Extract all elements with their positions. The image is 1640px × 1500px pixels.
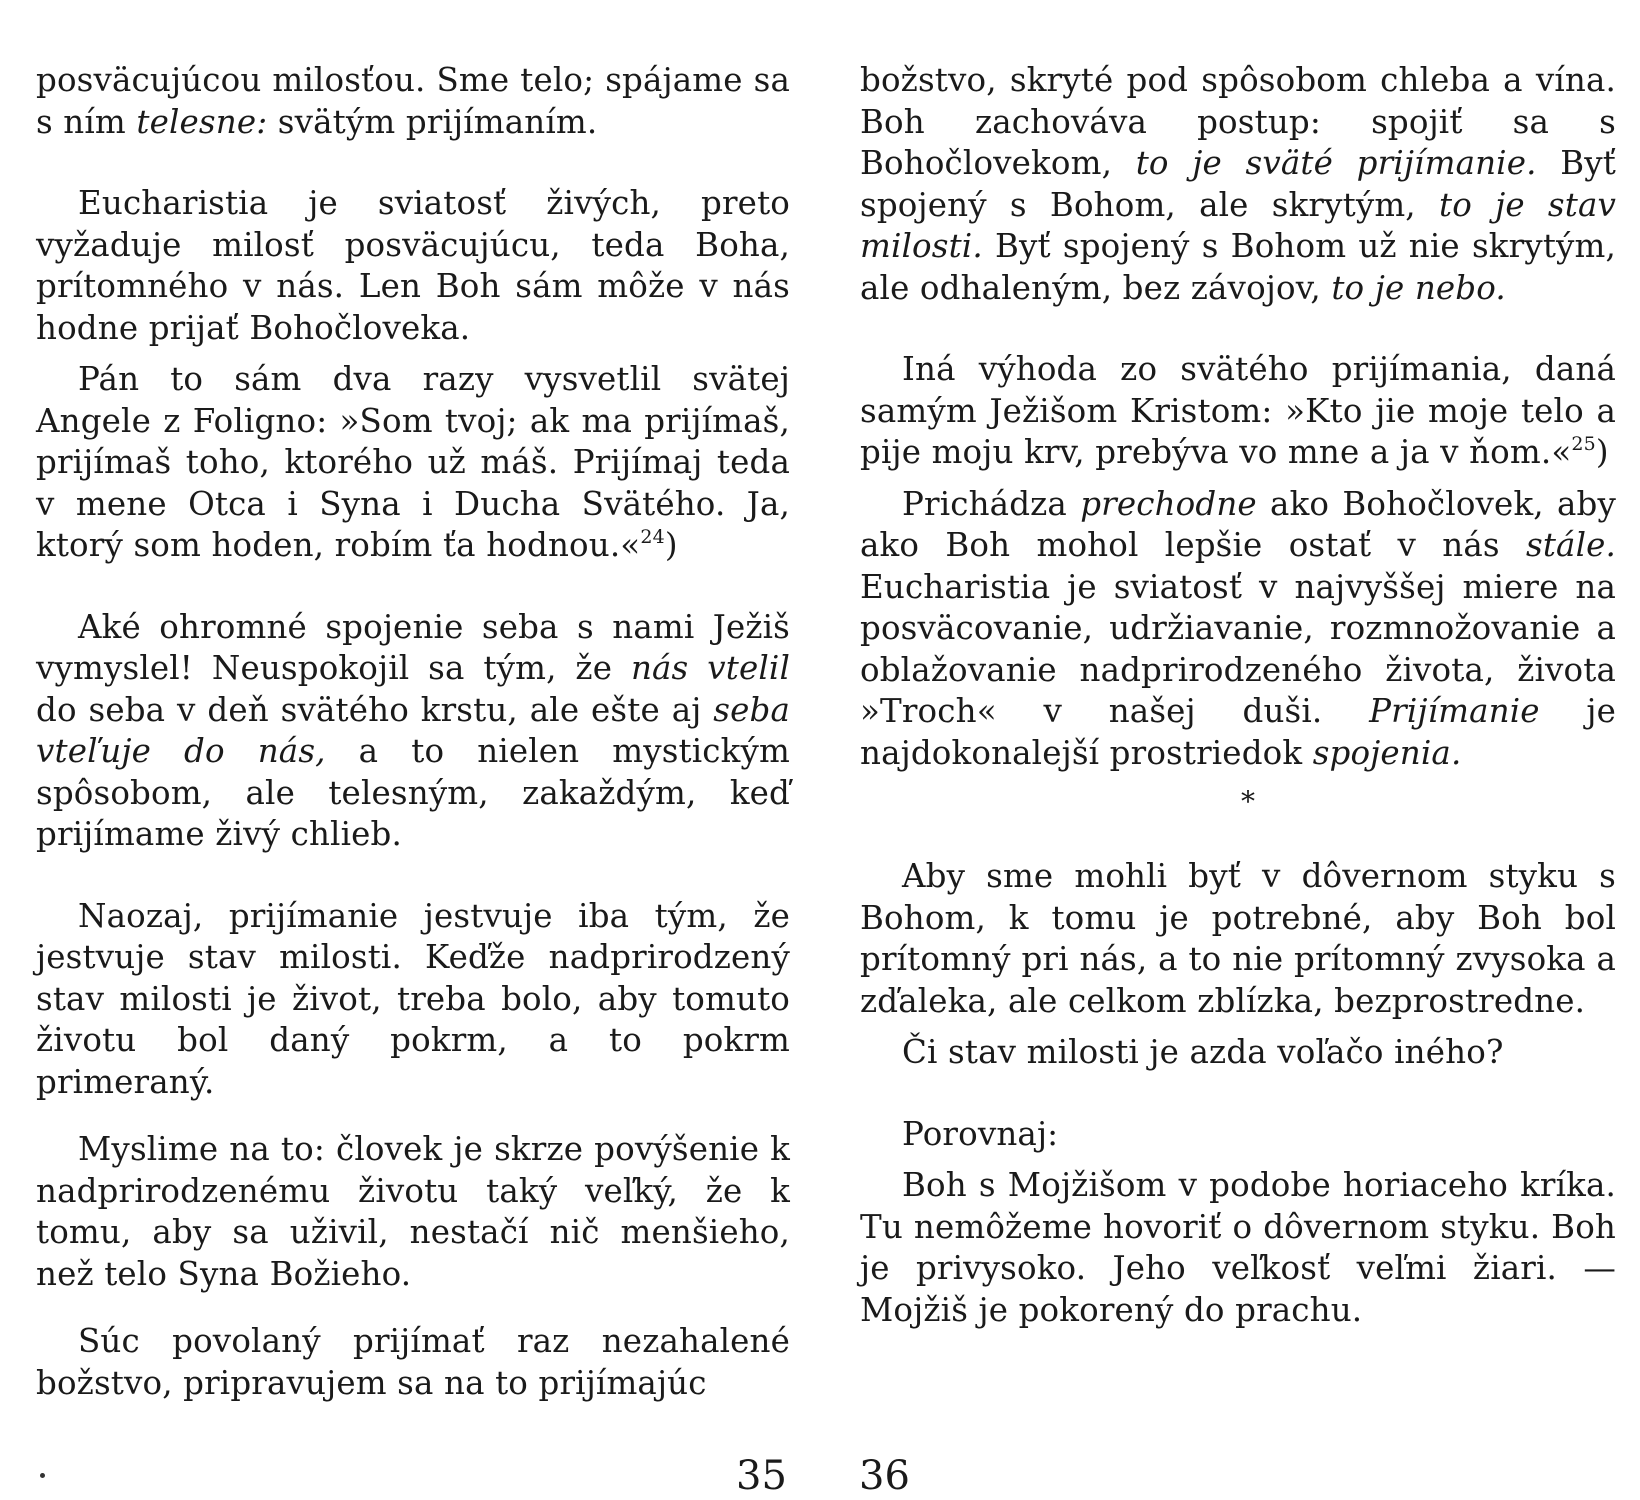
paragraph xyxy=(36,896,790,1104)
text-run: Porovnaj: xyxy=(902,1114,1059,1153)
text-run: a to nielen mystickým spôsobom, ale telesným, zakaždým, keď prijímame živý chlieb. xyxy=(36,732,790,853)
paragraph xyxy=(860,856,1616,1022)
page-number: 35 xyxy=(736,1453,787,1499)
text-run: Aké ohromné spojenie seba s nami Ježiš vymyslel! Neuspokojil sa tým, že xyxy=(36,607,790,687)
paragraph xyxy=(36,1129,790,1295)
italic-run: prechodne xyxy=(1080,484,1257,523)
text-run: Aby sme mohli byť v dôvernom styku s Bohom, k tomu je potrebné, aby Boh bol prítomný pri nás, a to nie prítomný zvysoka a zďaleka, ale celkom zblízka, bezprostredne. xyxy=(860,857,1616,1020)
italic-run: telesne: xyxy=(136,102,268,141)
paragraph xyxy=(36,607,790,856)
paragraph xyxy=(860,1165,1616,1331)
section-separator: * xyxy=(1241,785,1255,818)
footnote-ref: 24 xyxy=(640,526,665,548)
italic-run: to je sväté prijímanie. xyxy=(1135,144,1537,182)
page-number: 36 xyxy=(859,1453,910,1499)
text-run: Eucharistia je sviatosť v najvyššej miere na posväcovanie, udržiavanie, rozmnožovanie a oblažovanie nadprirodzeného života, života »Troch« v našej duši. xyxy=(860,567,1616,730)
right-page xyxy=(860,60,1616,1331)
text-run: ) xyxy=(664,526,678,564)
text-run: je najdokonalejší prostriedok xyxy=(860,692,1617,772)
footnote-ref: 25 xyxy=(1571,433,1596,455)
paragraph xyxy=(36,183,790,349)
text-run: svätým prijímaním. xyxy=(267,102,598,141)
paragraph xyxy=(860,1114,1616,1156)
text-run: Pán to sám dva razy vysvetlil svätej Angele z Foligno: »Som tvoj; ak ma prijímaš, prijímaš toho, ktorého už máš. Prijímaj teda v mene Otca i Syna i Ducha Svätého. Ja, ktorý som hoden, robím ťa hodnou.« xyxy=(36,360,790,564)
text-run: Boh s Mojžišom v podobe horiaceho kríka. Tu nemôžeme hovoriť o dôvernom styku. Boh je privysoko. Jeho veľkosť veľmi žiari. — Mojžiš je pokorený do prachu. xyxy=(860,1166,1616,1329)
text-run: ) xyxy=(1595,433,1609,471)
italic-run: seba vteľuje do nás, xyxy=(36,690,790,770)
speck xyxy=(40,1473,45,1478)
paragraph xyxy=(860,1032,1616,1074)
text-run: Iná výhoda zo svätého prijímania, daná samým Ježišom Kristom: »Kto jie moje telo a pije moju krv, prebýva vo mne a ja v ňom.« xyxy=(860,350,1616,471)
text-run: do seba v deň svätého krstu, ale ešte aj xyxy=(36,690,714,729)
paragraph xyxy=(36,60,790,143)
text-run: posväcujúcou milosťou. Sme telo; spájame sa s ním xyxy=(36,61,790,141)
text-run: Či stav milosti je azda voľačo iného? xyxy=(902,1033,1504,1071)
italic-run: to je stav milosti. xyxy=(860,185,1616,265)
paragraph xyxy=(36,359,790,567)
text-run: Prichádza xyxy=(902,484,1081,523)
text-run: božstvo, skryté pod spôsobom chleba a vína. Boh zachováva postup: spojiť sa s Bohočlovekom, xyxy=(860,61,1616,182)
paragraph xyxy=(36,1321,790,1404)
paragraph xyxy=(860,484,1616,775)
italic-run: to je nebo. xyxy=(1331,268,1506,307)
text-run: Byť spojený s Bohom už nie skrytým, ale odhaleným, bez závojov, xyxy=(860,227,1616,307)
text-run: Eucharistia je sviatosť živých, preto vyžaduje milosť posväcujúcu, teda Boha, prítomného v nás. Len Boh sám môže v nás hodne prijať Bohočloveka. xyxy=(36,184,790,347)
left-page xyxy=(36,60,790,1404)
italic-run: stále. xyxy=(1526,526,1616,564)
text-run: Naozaj, prijímanie jestvuje iba tým, že jestvuje stav milosti. Keďže nadprirodzený stav milosti je život, treba bolo, aby tomuto životu bol daný pokrm, a to pokrm primeraný. xyxy=(36,896,790,1101)
text-run: ako Bohočlovek, aby ako Boh mohol lepšie ostať v nás xyxy=(860,484,1616,564)
paragraph xyxy=(860,349,1616,474)
italic-run: spojenia. xyxy=(1312,733,1462,772)
text-run: Myslime na to: človek je skrze povýšenie k nadprirodzenému životu taký veľký, že k tomu, aby sa uživil, nestačí nič menšieho, než telo Syna Božieho. xyxy=(36,1130,790,1293)
italic-run: Prijímanie xyxy=(1369,692,1540,730)
text-run: Byť spojený s Bohom, ale skrytým, xyxy=(860,144,1616,224)
paragraph xyxy=(860,60,1616,309)
italic-run: nás vtelil xyxy=(630,649,790,687)
text-run: Súc povolaný prijímať raz nezahalené božstvo, pripravujem sa na to prijímajúc xyxy=(36,1322,790,1402)
